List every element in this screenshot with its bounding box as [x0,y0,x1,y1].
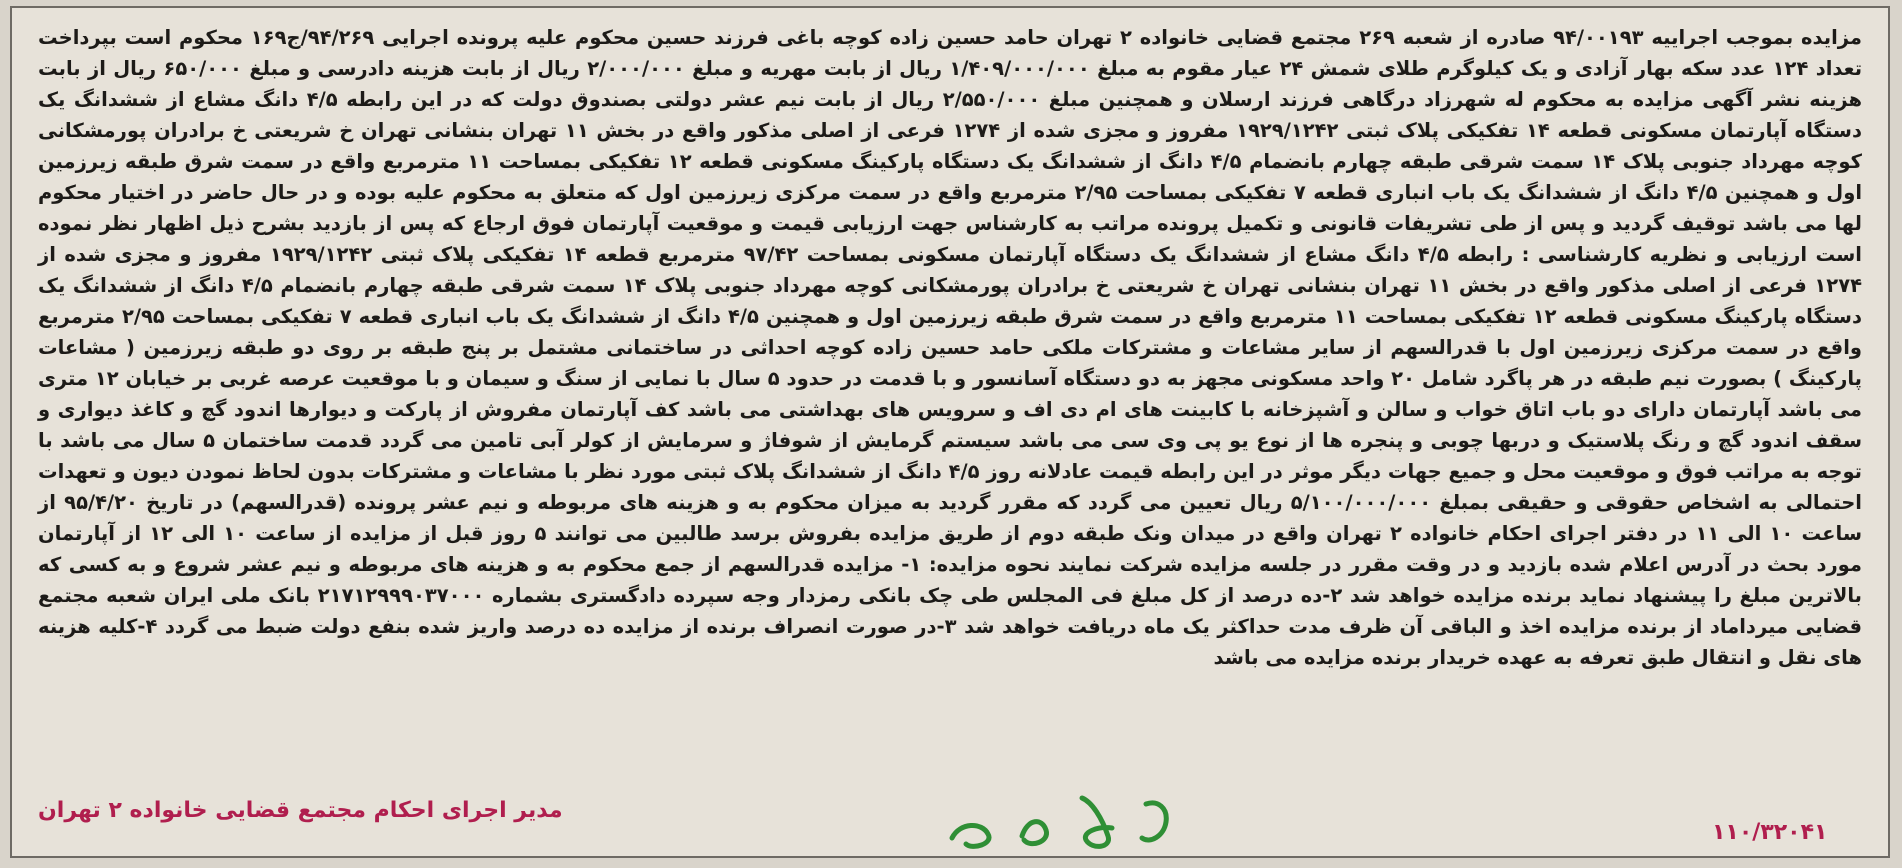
newspaper-clipping [10,6,1890,858]
signature-line: مدیر اجرای احکام مجتمع قضایی خانواده ۲ تهران [38,798,563,823]
handwritten-mark [932,778,1212,858]
auction-notice-text: مزایده بموجب اجراییه ۹۴/۰۰۱۹۳ صادره از شعبه ۲۶۹ مجتمع قضایی خانواده ۲ تهران حامد حسین زاده کوچه باغی فرزند حسین محکوم علیه پرونده اجرایی ۹۴/۲۶۹/ج۱۶۹ محکوم است بپرداخت تعداد ۱۲۴ عدد سکه بهار آزادی و یک کیلوگرم طلای شمش ۲۴ عیار مقوم به مبلغ ۱/۴۰۹/۰۰۰/۰۰۰ ریال از بابت مهریه و مبلغ ۲/۰۰۰/۰۰۰ ریال از بابت هزینه دادرسی و مبلغ ۶۵۰/۰۰۰ ریال از بابت هزینه نشر آگهی مزایده به محکوم له شهرزاد درگاهی فرزند ارسلان و همچنین مبلغ ۲/۵۵۰/۰۰۰ ریال از بابت نیم عشر دولتی بصندوق دولت که در این رابطه ۴/۵ دانگ مشاع از ششدانگ یک دستگاه آپارتمان مسکونی قطعه ۱۴ تفکیکی پلاک ثبتی ۱۹۲۹/۱۲۴۲ مفروز و مجزی شده از ۱۲۷۴ فرعی از اصلی مذکور واقع در بخش ۱۱ تهران بنشانی تهران خ شریعتی خ برادران پورمشکانی کوچه مهرداد جنوبی پلاک ۱۴ سمت شرقی طبقه چهارم بانضمام ۴/۵ دانگ از ششدانگ یک دستگاه پارکینگ مسکونی قطعه ۱۲ تفکیکی بمساحت ۱۱ مترمربع واقع در سمت شرق طبقه زیرزمین اول و همچنین ۴/۵ دانگ از ششدانگ یک باب انباری قطعه ۷ تفکیکی بمساحت ۲/۹۵ مترمربع واقع در سمت مرکزی زیرزمین اول که متعلق به محکوم علیه بوده و در حال حاضر در اختیار محکوم لها می باشد توقیف گردید و پس از طی تشریفات قانونی و تکمیل پرونده مراتب به کارشناس جهت ارزیابی قیمت و موقعیت آپارتمان فوق ارجاع که پس از بازدید بشرح ذیل اظهار نظر نموده است ارزیابی و نظریه کارشناسی : رابطه ۴/۵ دانگ مشاع از ششدانگ یک دستگاه آپارتمان مسکونی بمساحت ۹۷/۴۲ مترمربع قطعه ۱۴ تفکیکی پلاک ثبتی ۱۹۲۹/۱۲۴۲ مفروز و مجزی شده از ۱۲۷۴ فرعی از اصلی مذکور واقع در بخش ۱۱ تهران بنشانی تهران خ شریعتی خ برادران پورمشکانی کوچه مهرداد جنوبی پلاک ۱۴ سمت شرقی طبقه چهارم بانضمام ۴/۵ دانگ از ششدانگ یک دستگاه پارکینگ مسکونی قطعه ۱۲ تفکیکی بمساحت ۱۱ مترمربع واقع در سمت شرق طبقه زیرزمین اول و همچنین ۴/۵ دانگ از ششدانگ یک باب انباری قطعه ۷ تفکیکی بمساحت ۲/۹۵ مترمربع واقع در سمت مرکزی زیرزمین اول با قدرالسهم از سایر مشاعات و مشترکات ملکی حامد حسین زاده کوچه احداثی در ساختمانی مشتمل بر پنج طبقه بر روی دو طبقه زیرزمین ( مشاعات پارکینگ ) بصورت نیم طبقه در هر پاگرد شامل ۲۰ واحد مسکونی مجهز به دو دستگاه آسانسور و با قدمت در حدود ۵ سال با نمایی از سنگ و سیمان و با موقعیت عرصه غربی بر خیابان ۱۲ متری می باشد آپارتمان دارای دو باب اتاق خواب و سالن و آشپزخانه با کابینت های ام دی اف و سرویس های بهداشتی می باشد کف آپارتمان مفروش از پارکت و دیوارها اندود گچ و کاغذ دیواری و سقف اندود گچ و رنگ پلاستیک و دربها چوبی و پنجره ها از نوع یو پی وی سی می باشد سیستم گرمایش از شوفاژ و سرمایش از کولر آبی تامین می گردد قدمت ساختمان ۵ سال می باشد با توجه به مراتب فوق و موقعیت محل و جمیع جهات دیگر موثر در این رابطه قیمت عادلانه روز ۴/۵ دانگ از ششدانگ پلاک ثبتی مورد نظر با مشاعات و مشترکات بدون لحاظ نمودن دیون و تعهدات احتمالی به اشخاص حقوقی و حقیقی بمبلغ ۵/۱۰۰/۰۰۰/۰۰۰ ریال تعیین می گردد که مقرر گردید به میزان محکوم به و هزینه های مربوطه و نیم عشر پرونده (قدرالسهم) در تاریخ ۹۵/۴/۲۰ از ساعت ۱۰ الی ۱۱ در دفتر اجرای احکام خانواده ۲ تهران واقع در میدان ونک طبقه دوم از طریق مزایده بفروش برسد طالبین می توانند ۵ روز قبل از مزایده از ساعت ۱۰ الی ۱۲ از آپارتمان مورد بحث در آدرس اعلام شده بازدید و در وقت مقرر در جلسه مزایده شرکت نمایند نحوه مزایده: ۱- مزایده قدرالسهم از جمع محکوم به و هزینه های مربوطه و نیم عشر شروع و به کسی که بالاترین مبلغ را پیشنهاد نماید برنده مزایده خواهد شد ۲-ده درصد از کل مبلغ فی المجلس طی چک بانکی رمزدار وجه سپرده دادگستری بشماره ۲۱۷۱۲۹۹۹۰۳۷۰۰۰ بانک ملی ایران شعبه مجتمع قضایی میرداماد از برنده مزایده اخذ و الباقی آن ظرف مدت حداکثر یک ماه دریافت خواهد شد ۳-در صورت انصراف برنده از مزایده ده درصد واریز شده بنفع دولت ضبط می گردد ۴-کلیه هزینه های نقل و انتقال طبق تعرفه به عهده خریدار برنده مزایده می باشد [38,26,1863,669]
auction-notice-body [38,22,1862,673]
ad-code: ۱۱۰/۳۲۰۴۱ [1712,820,1828,845]
